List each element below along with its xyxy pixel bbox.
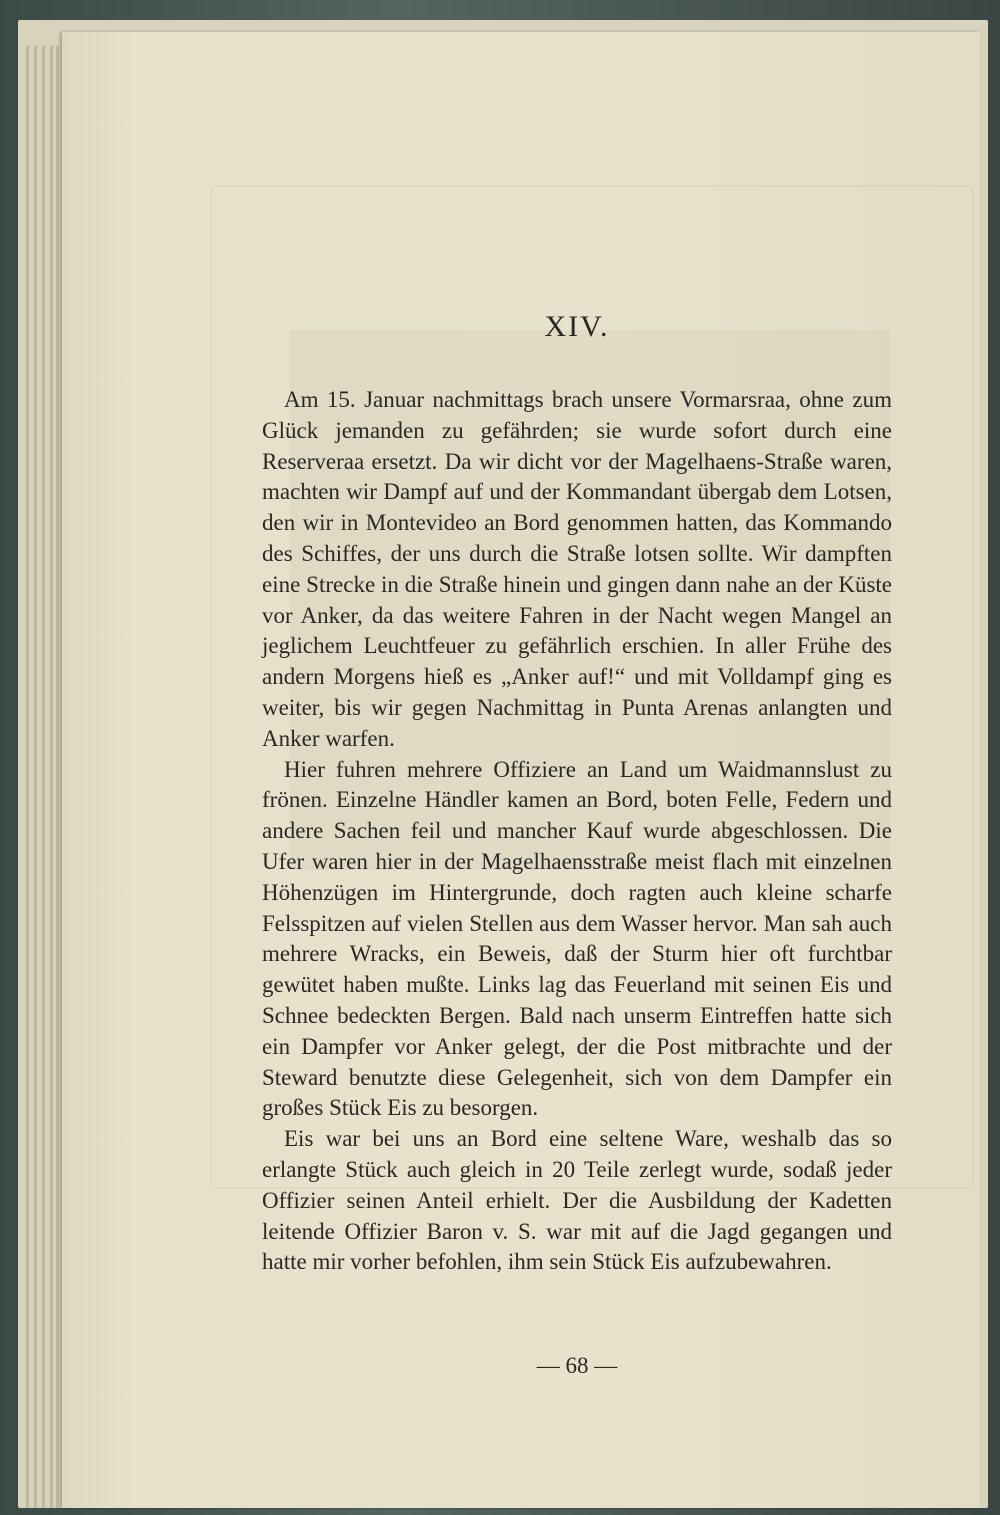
page-edge (34, 46, 37, 1508)
page-edge (26, 46, 29, 1508)
paragraph: Eis war bei uns an Bord eine seltene Ware, weshalb das so erlangte Stück auch gleich in 20 Teile zerlegt wurde, sodaß jeder Offizier seinen Anteil erhielt. Der die Ausbildung der Kadetten leitende Offizier Baron v. S. war mit auf die Jagd gegangen und hatte mir vorher befohlen, ihm sein Stück Eis aufzubewahren. (262, 1126, 892, 1275)
body-text (262, 385, 892, 1278)
page-number: — 68 — (536, 1353, 618, 1378)
page-edge (56, 46, 59, 1508)
page-edge (50, 46, 53, 1508)
page-edge (42, 46, 45, 1508)
chapter-heading: XIV. (544, 310, 610, 343)
paragraph: Hier fuhren mehrere Offiziere an Land um Waidmannslust zu frönen. Einzelne Händler kamen an Bord, boten Felle, Federn und andere Sachen feil und mancher Kauf wurde abgeschlossen. Die Ufer waren hier in der Magelhaensstraße meist flach mit einzelnen Höhenzügen im Hintergrunde, doch ragten auch kleine scharfe Felsspitzen auf vielen Stellen aus dem Wasser hervor. Man sah auch mehrere Wracks, ein Beweis, daß der Sturm hier oft furchtbar gewütet haben mußte. Links lag das Feuerland mit seinen Eis und Schnee bedeckten Bergen. Bald nach unserm Eintreffen hatte sich ein Dampfer vor Anker gelegt, der die Post mitbrachte und der Steward benutzte diese Gelegenheit, sich von dem Dampfer ein großes Stück Eis zu besorgen. (262, 756, 892, 1121)
paragraph: Am 15. Januar nachmittags brach unsere Vormarsraa, ohne zum Glück jemanden zu gefährden; sie wurde sofort durch eine Reserveraa ersetzt. Da wir dicht vor der Magelhaens-Straße waren, machten wir Dampf auf und der Kommandant übergab dem Lotsen, den wir in Montevideo an Bord genommen hatten, das Kommando des Schiffes, der uns durch die Straße lotsen sollte. Wir dampften eine Strecke in die Straße hinein und gingen dann nahe an der Küste vor Anker, da das weitere Fahren in der Nacht wegen Mangel an jeglichem Leuchtfeuer zu gefährlich erschien. In aller Frühe des andern Morgens hieß es „Anker auf!“ und mit Volldampf ging es weiter, bis wir gegen Nachmittag in Punta Arenas anlangten und Anker warfen. (262, 387, 892, 751)
